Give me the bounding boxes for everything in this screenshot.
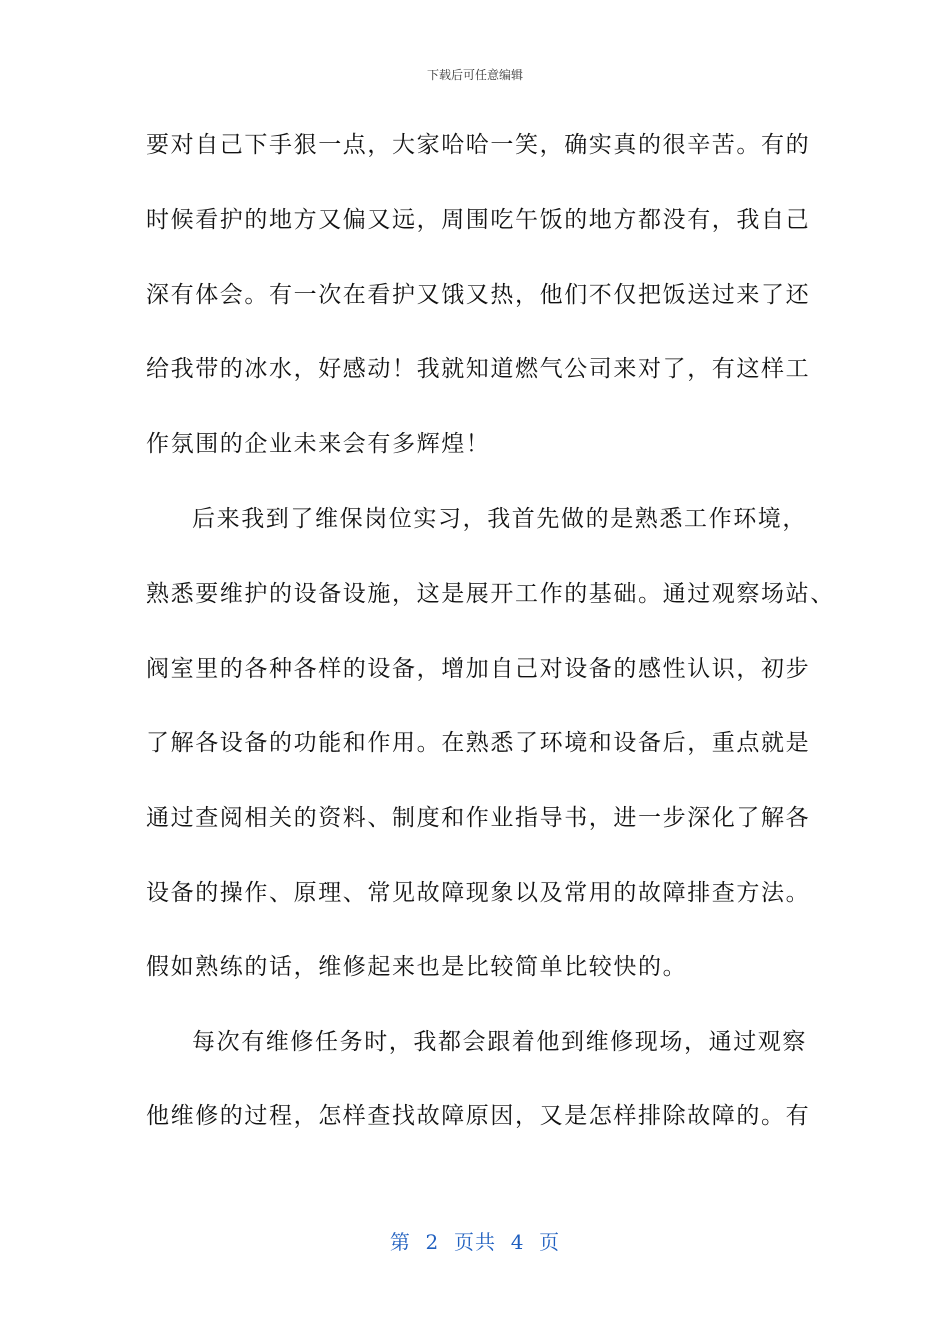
text-line: 他维修的过程，怎样查找故障原因，又是怎样排除故障的。有: [146, 1103, 811, 1129]
text-line: 深有体会。有一次在看护又饿又热，他们不仅把饭送过来了还: [146, 282, 811, 308]
text-line: 通过查阅相关的资料、制度和作业指导书，进一步深化了解各: [146, 805, 811, 831]
text-line: 了解各设备的功能和作用。在熟悉了环境和设备后，重点就是: [146, 730, 811, 756]
text-line: 作氛围的企业未来会有多辉煌！: [146, 431, 491, 457]
text-line: 设备的操作、原理、常见故障现象以及常用的故障排查方法。: [146, 880, 811, 906]
text-line: 熟悉要维护的设备设施，这是展开工作的基础。通过观察场站、: [146, 581, 835, 607]
text-line: 要对自己下手狠一点，大家哈哈一笑，确实真的很辛苦。有的: [146, 132, 811, 158]
paragraph-first-line: 后来我到了维保岗位实习，我首先做的是熟悉工作环境，: [192, 506, 807, 532]
text-line: 给我带的冰水，好感动！我就知道燃气公司来对了，有这样工: [146, 356, 811, 382]
paragraph-first-line: 每次有维修任务时，我都会跟着他到维修现场，通过观察: [192, 1029, 807, 1055]
header-note: 下载后可任意编辑: [426, 68, 523, 82]
text-line: 时候看护的地方又偏又远，周围吃午饭的地方都没有，我自己: [146, 207, 811, 233]
page-number: 第 2 页共 4 页: [389, 1230, 561, 1254]
text-line: 假如熟练的话，维修起来也是比较简单比较快的。: [146, 954, 688, 980]
text-line: 阀室里的各种各样的设备，增加自己对设备的感性认识，初步: [146, 656, 811, 682]
